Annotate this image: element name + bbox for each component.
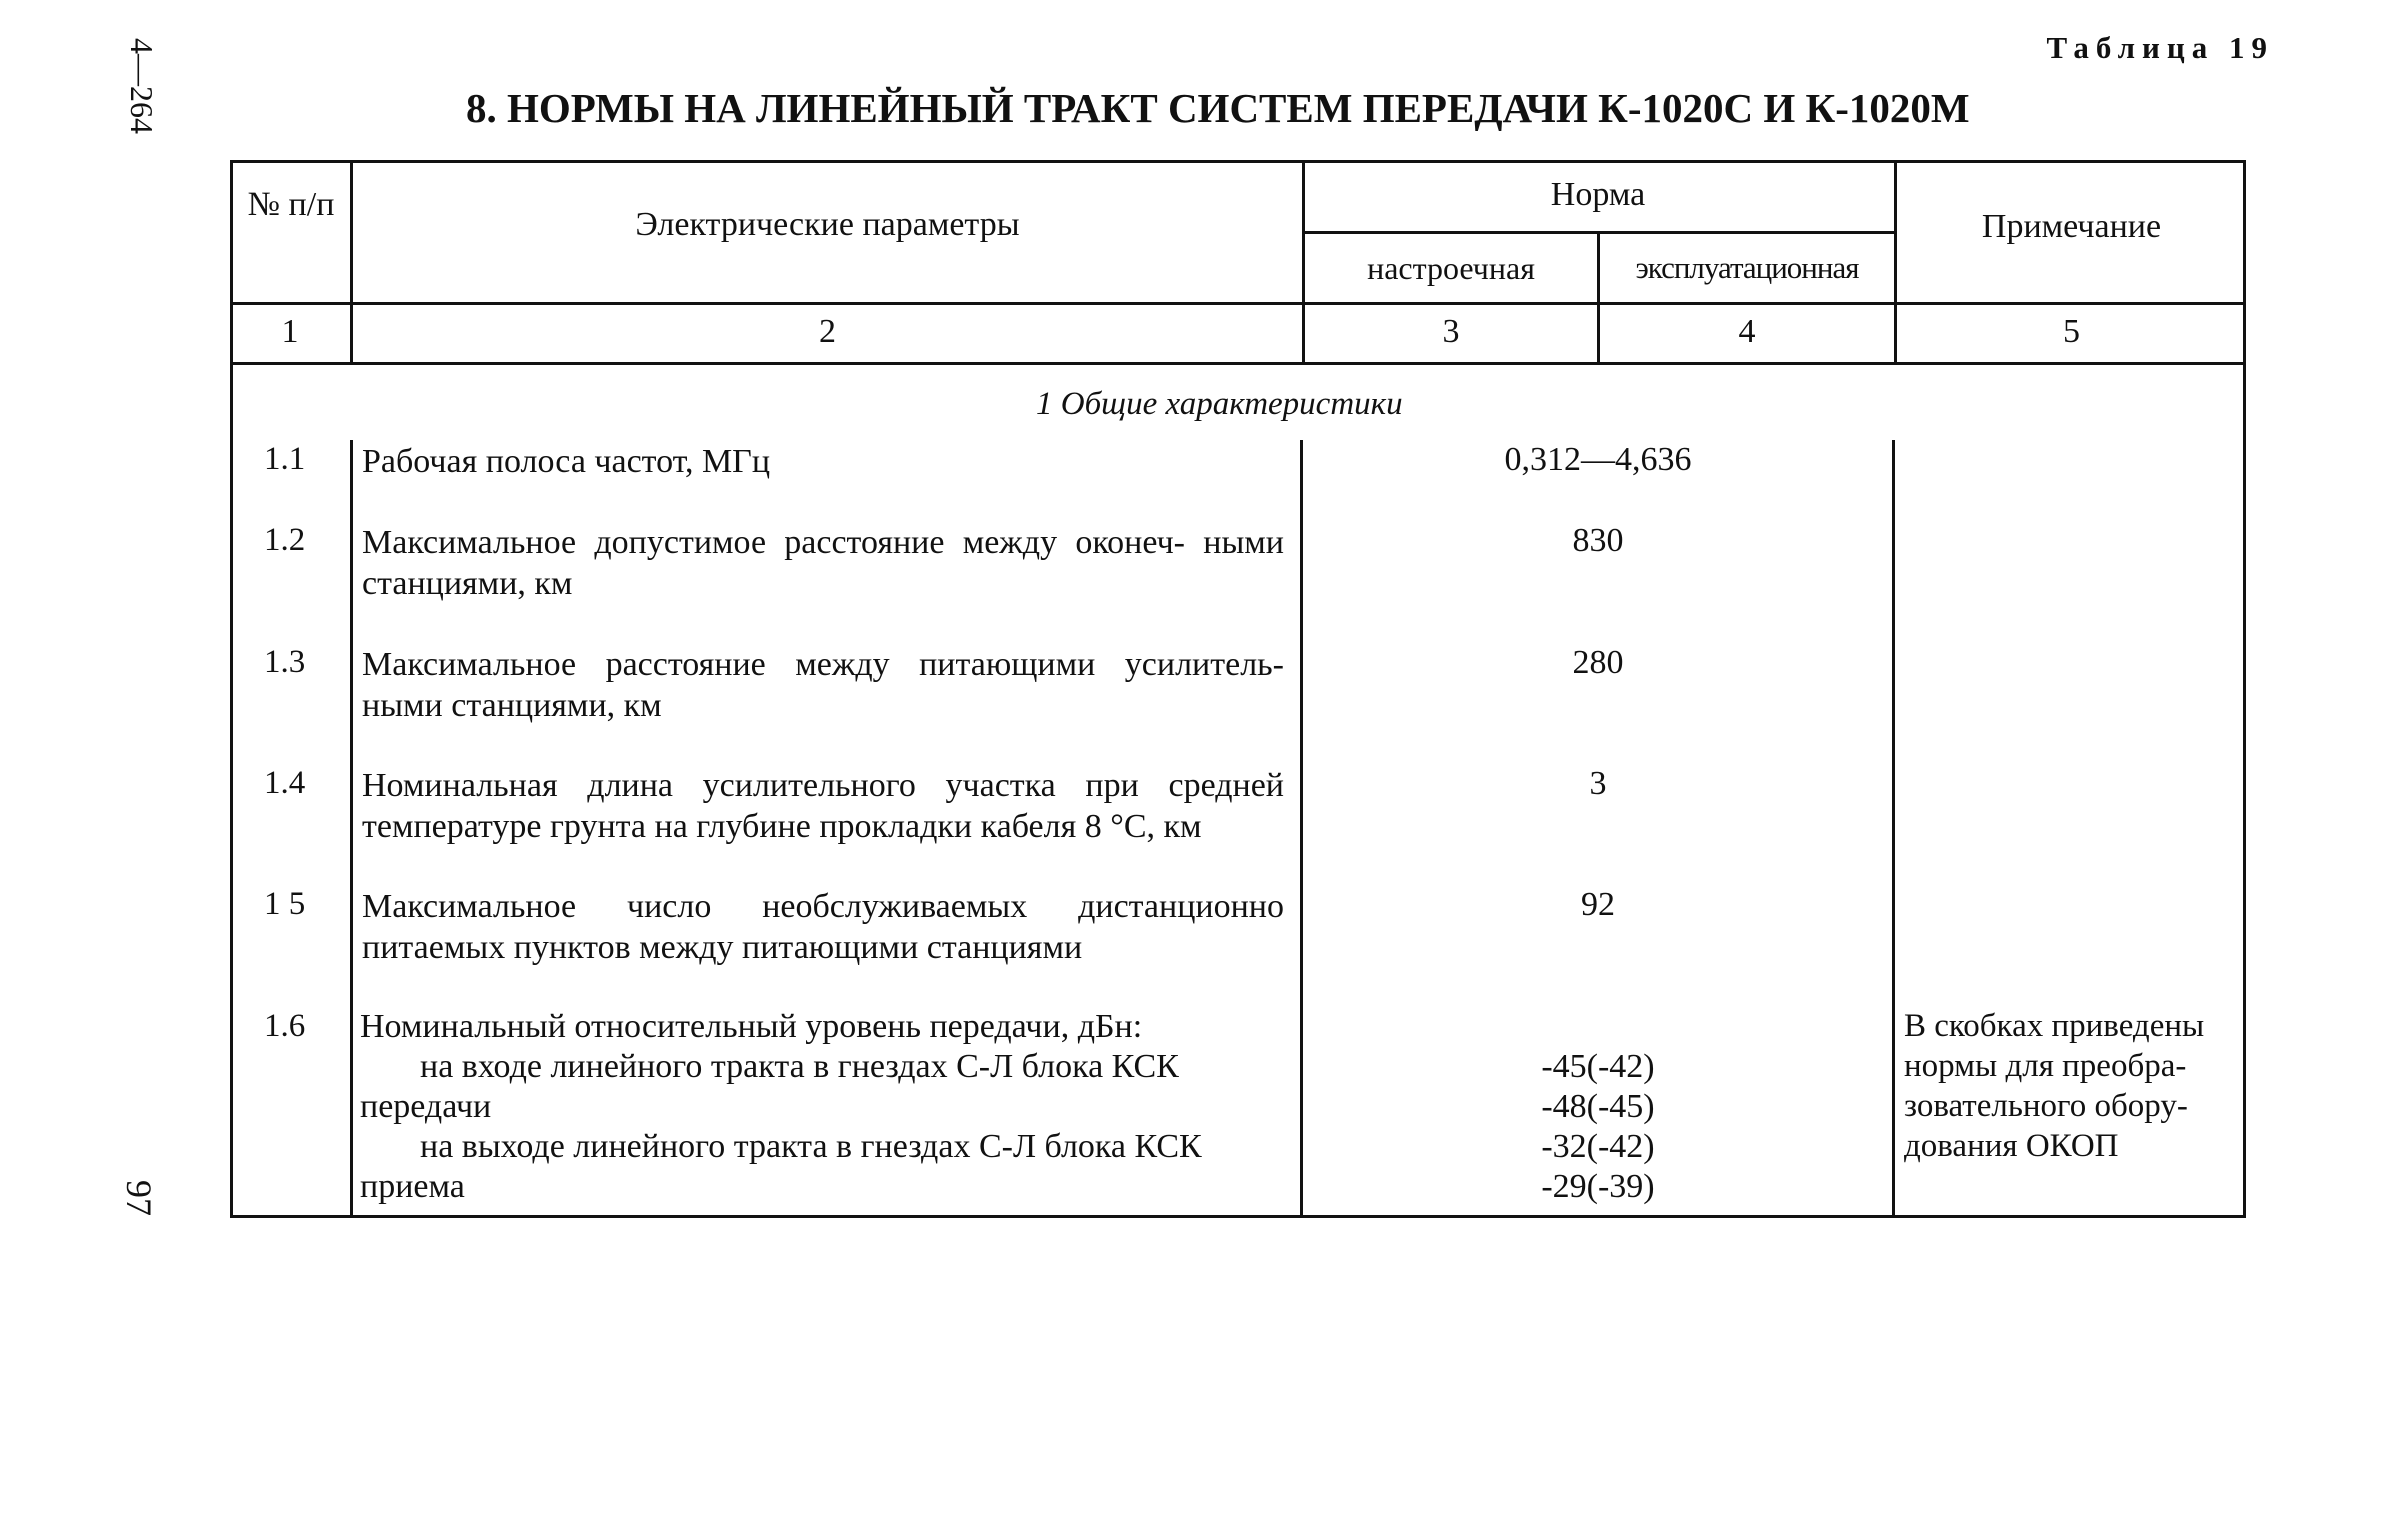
param-text-line: Номинальный относительный уровень передачи, дБн: <box>360 1008 1143 1045</box>
row-number: 1.6 <box>264 1008 306 1044</box>
header-bottom-rule <box>230 302 2246 305</box>
note-line: нормы для преобра- <box>1904 1048 2187 1084</box>
param-text: Рабочая полоса частот, МГц <box>362 443 771 480</box>
column-number-2: 2 <box>819 313 836 350</box>
page-number: 97 <box>119 1180 159 1216</box>
header-note: Примечание <box>1981 208 2162 245</box>
note-line: зовательного обору- <box>1904 1088 2188 1124</box>
note-line: дования ОКОП <box>1904 1128 2119 1164</box>
norm-value: 92 <box>1581 886 1615 923</box>
param-text-line: приема <box>360 1168 465 1205</box>
param-text-line: передачи <box>360 1088 492 1125</box>
norm-value: -48(-45) <box>1541 1088 1655 1125</box>
header-norm: Норма <box>1550 176 1646 213</box>
norm-value: -45(-42) <box>1541 1048 1655 1085</box>
param-text-line: на входе линейного тракта в гнездах С-Л блока КСК <box>420 1048 1179 1085</box>
column-number-1: 1 <box>281 313 299 350</box>
column-number-5: 5 <box>2063 313 2080 350</box>
norm-value: -32(-42) <box>1541 1128 1655 1165</box>
norm-value: -29(-39) <box>1541 1168 1655 1205</box>
row-number: 1.1 <box>264 441 306 477</box>
page-title: 8. НОРМЫ НА ЛИНЕЙНЫЙ ТРАКТ СИСТЕМ ПЕРЕДАЧИ К-1020С И К-1020М <box>466 85 1970 131</box>
norm-value: 3 <box>1589 765 1607 802</box>
row-number: 1.3 <box>264 644 306 680</box>
norm-value: 0,312—4,636 <box>1504 441 1692 478</box>
table-label: Таблица 19 <box>2046 30 2274 65</box>
header-num: № п/п <box>247 186 335 223</box>
row-number: 1.2 <box>264 522 306 558</box>
param-text: Номинальная длина усилительного участка при средней температуре грунта на глубине прокладки кабеля 8 °С, км <box>362 767 1284 845</box>
header-setup: настроечная <box>1367 250 1535 286</box>
header-params: Электрические параметры <box>635 206 1020 243</box>
note-line: В скобках приведены <box>1904 1008 2205 1044</box>
norm-value: 830 <box>1572 522 1624 559</box>
header-operational: эксплуатационная <box>1635 250 1859 285</box>
param-text: Максимальное допустимое расстояние между оконеч- ными станциями, км <box>362 524 1284 602</box>
document-code: 4—264 <box>124 38 160 134</box>
column-numbers-rule <box>230 362 2246 365</box>
col-divider-1-body <box>350 440 353 1218</box>
param-text: Максимальное число необслуживаемых дистанционно питаемых пунктов между питающими станциями <box>362 888 1284 966</box>
column-number-4: 4 <box>1738 313 1756 350</box>
section-title: 1 Общие характеристики <box>1036 386 1403 422</box>
param-text: Максимальное расстояние между питающими усилитель- ными станциями, км <box>362 646 1284 724</box>
norm-value: 280 <box>1572 644 1624 681</box>
column-number-3: 3 <box>1442 313 1460 350</box>
row-number: 1 5 <box>264 886 306 922</box>
row-number: 1.4 <box>264 765 306 801</box>
param-text-line: на выходе линейного тракта в гнездах С-Л блока КСК <box>420 1128 1202 1165</box>
